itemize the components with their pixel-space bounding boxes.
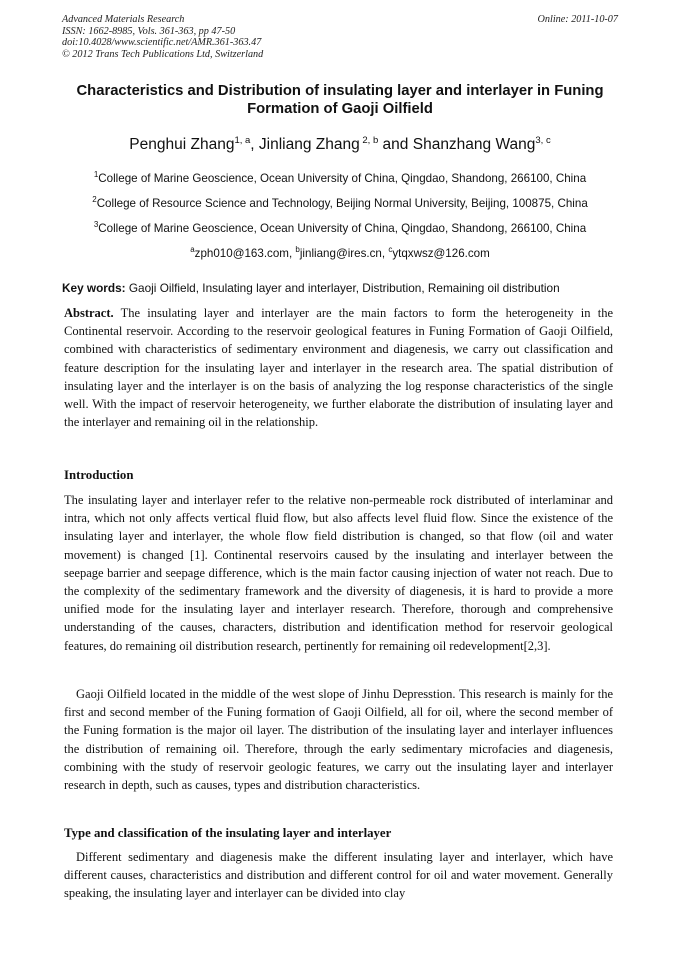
online-date: Online: 2011-10-07 [537,14,618,25]
affiliation-text: College of Resource Science and Technology, Beijing Normal University, Beijing, 100875, China [96,196,588,210]
keywords-label: Key words: [62,281,126,295]
introduction-paragraph-2: Gaoji Oilfield located in the middle of the west slope of Jinhu Depresstion. This research is mainly for the first and second member of the Funing formation of Gaoji Oilfield, all for oil, where the second member of the Funing formation is the major oil layer. The distribution of the insulating layer and interlayer influences the distribution of remaining oil. Therefore, through the early sedimentary microfacies and diagenesis, combining with the study of reservoir geologic features, we carry out the insulating layer and interlayer research in depth, such as causes, types and distribution characteristics. [64,687,613,793]
type-section-paragraph-1: Different sedimentary and diagenesis make the different insulating layer and interlayer, which have different causes, characteristics and distribution and different control for oil and water movement. Generally speaking, the insulating layer and interlayer can be divided into clay [64,850,613,901]
issn-line: ISSN: 1662-8985, Vols. 361-363, pp 47-50 [62,25,236,37]
doi-line: doi:10.4028/www.scientific.net/AMR.361-363.47 [62,37,262,48]
email-b: jinliang@ires.cn, [299,246,389,260]
affiliation-number: 3 [93,220,99,229]
affiliation-number: 1 [93,170,99,179]
affiliation-3 [62,218,618,236]
author-name: Jinliang Zhang [258,136,360,154]
journal-header [62,14,618,60]
email-superscript: b [295,245,300,254]
keywords [62,281,618,295]
author-name: Shanzhang Wang [412,136,536,154]
affiliation-text: College of Marine Geoscience, Ocean University of China, Qingdao, Shandong, 266100, China [98,171,587,185]
abstract-text: The insulating layer and interlayer are the main factors to form the heterogeneity in the Continental reservoir. According to the reservoir geological features in Funing Formation of Gaoji Oilfield, combined with characteristics of sedimentary environment and diagenesis, we carry out classification and feature description for the insulating layer and interlayer in the research area. The spatial distribution of insulating layer and the interlayer is on the basis of analyzing the log response characteristics of the single well. With the impact of reservoir heterogeneity, we further elaborate the distribution of insulating layer and the interlayer and remaining oil in the relationship. [64,306,613,430]
email-a: zph010@163.com, [194,246,296,260]
author-separator: , [250,136,259,154]
introduction-paragraph-1: The insulating layer and interlayer refer to the relative non-permeable rock distributed of interlaminar and intra, which not only affects vertical fluid flow, but also affects level fluid flow. Since the existence of the insulating layer and interlayer, the whole flow field distribution is changed, so that flow (oil and water movement) is changed [1]. Continental reservoirs caused by the insulating and interlayer between the seepage barrier and seepage difference, which is the main factor causing injection of water not reach. Due to the complexity of the sedimentary framework and the diversity of diagenesis, it is hard to provide a more unified mode for the insulating layer and interlayer research. Therefore, thorough and comprehensive understanding of the causes, characters, distribution and identification method for reservoir geological features, do remaining oil distribution research, pertinently for remaining oil redevelopment[2,3]. [64,493,613,653]
keywords-text: Gaoji Oilfield, Insulating layer and interlayer, Distribution, Remaining oil distribution [125,281,560,295]
author-superscript: 3, c [535,135,551,146]
copyright-line: © 2012 Trans Tech Publications Ltd, Switzerland [62,48,264,60]
paper-title: Characteristics and Distribution of insulating layer and interlayer in Funing Formation of Gaoji Oilfield [76,83,604,117]
affiliation-text: College of Marine Geoscience, Ocean University of China, Qingdao, Shandong, 266100, China [98,221,587,235]
email-superscript: c [388,245,393,254]
abstract [64,304,613,431]
author-separator: and [378,136,413,154]
abstract-label: Abstract. [64,306,114,320]
affiliation-2 [62,193,618,211]
email-list [62,243,618,261]
journal-name: Advanced Materials Research [62,14,185,25]
introduction-heading: Introduction [64,468,134,482]
email-c: ytqxwsz@126.com [392,246,490,260]
author-superscript: 1, a [234,135,251,146]
author-superscript: 2, b [359,135,379,146]
author-list [62,131,618,155]
type-section-heading: Type and classification of the insulating layer and interlayer [64,826,392,840]
email-superscript: a [190,245,195,254]
affiliation-1 [62,168,618,186]
author-name: Penghui Zhang [129,136,235,154]
affiliation-number: 2 [92,195,97,204]
